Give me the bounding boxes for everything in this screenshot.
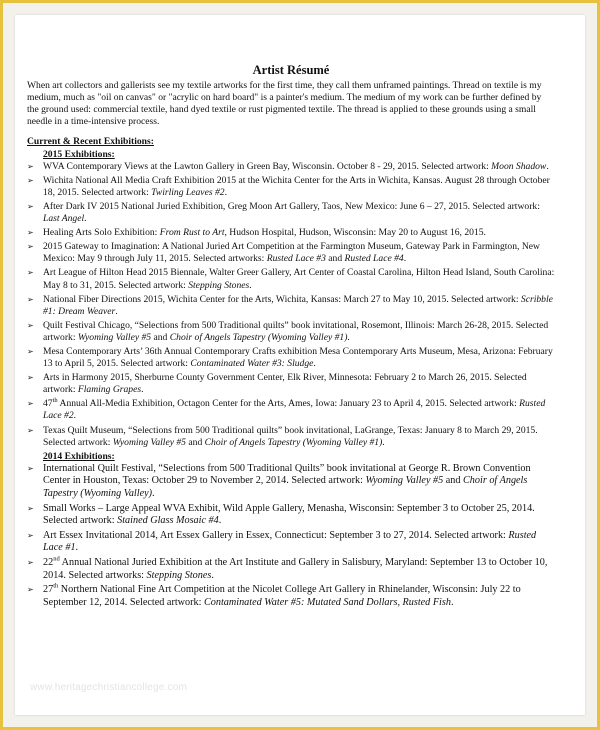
bullet-arrow-icon: ➢ — [27, 268, 34, 278]
bullet-arrow-icon: ➢ — [27, 175, 34, 185]
exhibition-item — [27, 346, 555, 370]
exhibition-item — [27, 175, 555, 199]
artwork-title: Contaminated Water #3: Sludge — [190, 358, 314, 370]
artwork-title: Rusted Lace #2 — [43, 398, 546, 422]
bullet-arrow-icon: ➢ — [27, 201, 34, 211]
exhibition-text: . — [218, 515, 222, 527]
exhibition-text: . — [84, 213, 87, 225]
artwork-title: Rusted Lace #3 — [266, 253, 326, 265]
exhibition-text: . — [249, 279, 252, 291]
bullet-arrow-icon: ➢ — [27, 399, 34, 409]
exhibition-text: . — [73, 410, 77, 422]
exhibition-text: International Quilt Festival, “Selections from 500 Traditional Quilts” book invitational at George R. Brown Convention Center in Houston, Texas: October 29 to November 2, 2014. Selected artwork: — [43, 462, 531, 487]
exhibition-text: Texas Quilt Museum, “Selections from 500 Traditional quilts” book invitational, LaGrange, Texas: January 8 to March 29, 2015. Selected artwork: — [43, 424, 538, 448]
exhibition-item — [27, 294, 555, 318]
document-content — [27, 64, 555, 611]
bullet-arrow-icon: ➢ — [27, 585, 34, 595]
bullet-arrow-icon: ➢ — [27, 161, 34, 171]
bullet-arrow-icon: ➢ — [27, 294, 34, 304]
exhibition-item — [27, 320, 555, 344]
artwork-title: Last Angel — [43, 213, 85, 225]
exhibition-text: . — [141, 384, 144, 396]
ordinal-suffix: th — [52, 397, 58, 405]
exhibition-item — [27, 372, 555, 396]
artwork-title: Stained Glass Mosaic #4 — [117, 515, 219, 527]
exhibition-text: Annual All-Media Exhibition, Octagon Center for the Arts, Ames, Iowa: January 23 to April 4, 2015. Selected artwork: — [57, 398, 520, 410]
exhibition-text: Wichita National All Media Craft Exhibition 2015 at the Wichita Center for the Arts in Wichita, Kansas. August 28 through October 18, 2015. Selected artwork: — [43, 174, 550, 198]
bullet-arrow-icon: ➢ — [27, 503, 34, 513]
section-heading: Current & Recent Exhibitions: — [27, 136, 154, 148]
exhibition-text: Mesa Contemporary Arts’ 36th Annual Contemporary Crafts exhibition Mesa Contemporary Arts Museum, Mesa, Arizona: February 13 to April 5, 2015. Selected artwork: — [43, 345, 553, 370]
year-2015-heading: 2015 Exhibitions: — [43, 148, 115, 160]
artwork-title: Choir of Angels Tapestry (Wyoming Valley #1) — [204, 436, 383, 448]
exhibition-item — [27, 503, 555, 528]
bullet-arrow-icon: ➢ — [27, 425, 34, 435]
artwork-title: Choir of Angels Tapestry (Wyoming Valley) — [43, 475, 528, 499]
exhibition-item — [27, 584, 555, 609]
exhibition-text: Arts in Harmony 2015, Sherburne County Government Center, Elk River, Minnesota: February 2 to March 26, 2015. Selected artwork: — [43, 372, 527, 396]
artwork-title: Rusted Lace #4 — [344, 253, 404, 265]
bullet-arrow-icon: ➢ — [27, 463, 34, 473]
exhibition-item — [27, 557, 555, 582]
exhibition-text: . — [211, 569, 214, 581]
exhibition-text: . — [403, 253, 407, 265]
artwork-title: Stepping Stones — [146, 569, 212, 581]
exhibition-text: and — [325, 253, 345, 265]
exhibition-text: Small Works – Large Appeal WVA Exhibit, Wild Apple Gallery, Menasha, Wisconsin: September 3 to October 25, 2014. Selected artwork: — [43, 502, 535, 527]
exhibition-text: WVA Contemporary Views at the Lawton Gallery in Green Bay, Wisconsin. October 8 - 29, 2015. Selected artwork: — [43, 160, 492, 172]
exhibition-text: and — [443, 475, 464, 487]
bullet-arrow-icon: ➢ — [27, 320, 34, 330]
exhibition-text: . — [115, 305, 118, 317]
exhibition-text: 2015 Gateway to Imagination: A National Juried Art Competition at the Farmington Museum, Gateway Park in Farmington, New Mexico: May 9 through July 11, 2015. Selected artworks: — [43, 241, 540, 265]
exhibition-item — [27, 227, 555, 239]
exhibition-text: . — [75, 542, 79, 554]
ordinal-suffix: th — [53, 582, 59, 590]
exhibition-text: Northern National Fine Art Competition at the Nicolet College Art Gallery in Rhinelander, Wisconsin: July 22 to September 12, 2014. Selected artwork: — [43, 584, 521, 608]
artwork-title: Contaminated Water #5: Mutated Sand Dollars, Rusted Fish — [203, 596, 451, 608]
bullet-arrow-icon: ➢ — [27, 346, 34, 356]
exhibition-text: Annual National Juried Exhibition at the Art Institute and Gallery in Salisbury, Maryland: September 13 to October 10, 2014. Selected artworks: — [43, 556, 548, 581]
exhibitions-2014-list — [27, 463, 555, 610]
exhibition-item — [27, 398, 555, 422]
exhibition-text: 47 — [43, 398, 53, 410]
exhibition-item — [27, 425, 555, 449]
exhibition-text: 22 — [43, 556, 54, 568]
exhibition-text: Healing Arts Solo Exhibition: — [43, 227, 160, 239]
artwork-title: Twirling Leaves #2 — [151, 186, 225, 198]
exhibition-text: . — [546, 160, 549, 172]
bullet-arrow-icon: ➢ — [27, 530, 34, 540]
exhibition-text: Art Essex Invitational 2014, Art Essex Gallery in Essex, Connecticut: September 3 to 27, 2014. Selected artwork: — [43, 529, 509, 541]
artwork-title: Wyoming Valley #5 — [112, 436, 186, 448]
artwork-title: Wyoming Valley #5 — [365, 475, 444, 487]
artwork-title: Scribble #1: Dream Weaver — [43, 293, 553, 317]
exhibition-text: National Fiber Directions 2015, Wichita Center for the Arts, Wichita, Kansas: March 27 to May 10, 2015. Selected artwork: — [43, 293, 521, 305]
artwork-title: Stepping Stones — [188, 279, 250, 291]
artwork-title: Moon Shadow — [491, 160, 547, 172]
exhibition-text: and — [151, 331, 170, 343]
artwork-title: Choir of Angels Tapestry (Wyoming Valley #1) — [169, 331, 348, 343]
watermark-text: www.heritagechristiancollege.com — [30, 682, 188, 693]
exhibition-text: . — [347, 331, 350, 343]
exhibition-text: . — [224, 186, 227, 198]
exhibition-text: . — [152, 488, 155, 499]
bullet-arrow-icon: ➢ — [27, 228, 34, 238]
exhibition-text: . — [450, 596, 454, 608]
artwork-title: Flaming Grapes — [77, 384, 142, 396]
intro-paragraph: When art collectors and gallerists see my textile artworks for the first time, they call them unframed paintings. Thread on textile is my medium, much as "oil on canvas" or "acrylic on hard board" is a painter's medium. The medium of my work can be further defined by the ground used: commercial textile, hand dyed textile or rust pigmented textile. The thread is applied to these grounds using a small needle in a time-intensive process. — [27, 80, 542, 128]
exhibition-item — [27, 267, 555, 291]
exhibition-item — [27, 463, 555, 501]
exhibition-item — [27, 201, 555, 225]
exhibition-text: . — [313, 358, 316, 370]
exhibition-text: and — [185, 436, 205, 448]
exhibition-text: After Dark IV 2015 National Juried Exhibition, Greg Moon Art Gallery, Taos, New Mexico: June 6 – 27, 2015. Selected artwork: — [43, 200, 540, 212]
artwork-title: Rusted Lace #1 — [43, 529, 537, 554]
exhibition-item — [27, 530, 555, 555]
document-page — [15, 15, 585, 715]
year-2014-heading: 2014 Exhibitions: — [43, 450, 115, 462]
exhibition-text: . — [382, 436, 385, 448]
exhibition-item — [27, 241, 555, 265]
artwork-title: Wyoming Valley #5 — [77, 331, 152, 343]
artwork-title: From Rust to Art — [159, 227, 225, 239]
exhibition-text: Quilt Festival Chicago, “Selections from 500 Traditional quilts” book invitational, Rosemont, Illinois: March 26-28, 2015. Selected artwork: — [43, 319, 549, 343]
ordinal-suffix: nd — [53, 555, 60, 563]
exhibition-text: Art League of Hilton Head 2015 Biennale, Walter Greer Gallery, Art Center of Coastal Carolina, Hilton Head Island, South Carolina: May 8 to 31, 2015. Selected artwork: — [43, 267, 555, 291]
exhibition-text: , Hudson Hospital, Hudson, Wisconsin: May 20 to August 16, 2015. — [224, 227, 486, 239]
exhibition-text: 27 — [43, 584, 54, 596]
exhibitions-2015-list — [27, 161, 555, 449]
exhibition-item — [27, 161, 555, 173]
bullet-arrow-icon: ➢ — [27, 373, 34, 383]
bullet-arrow-icon: ➢ — [27, 242, 34, 252]
page-title: Artist Résumé — [252, 63, 330, 77]
bullet-arrow-icon: ➢ — [27, 557, 34, 567]
